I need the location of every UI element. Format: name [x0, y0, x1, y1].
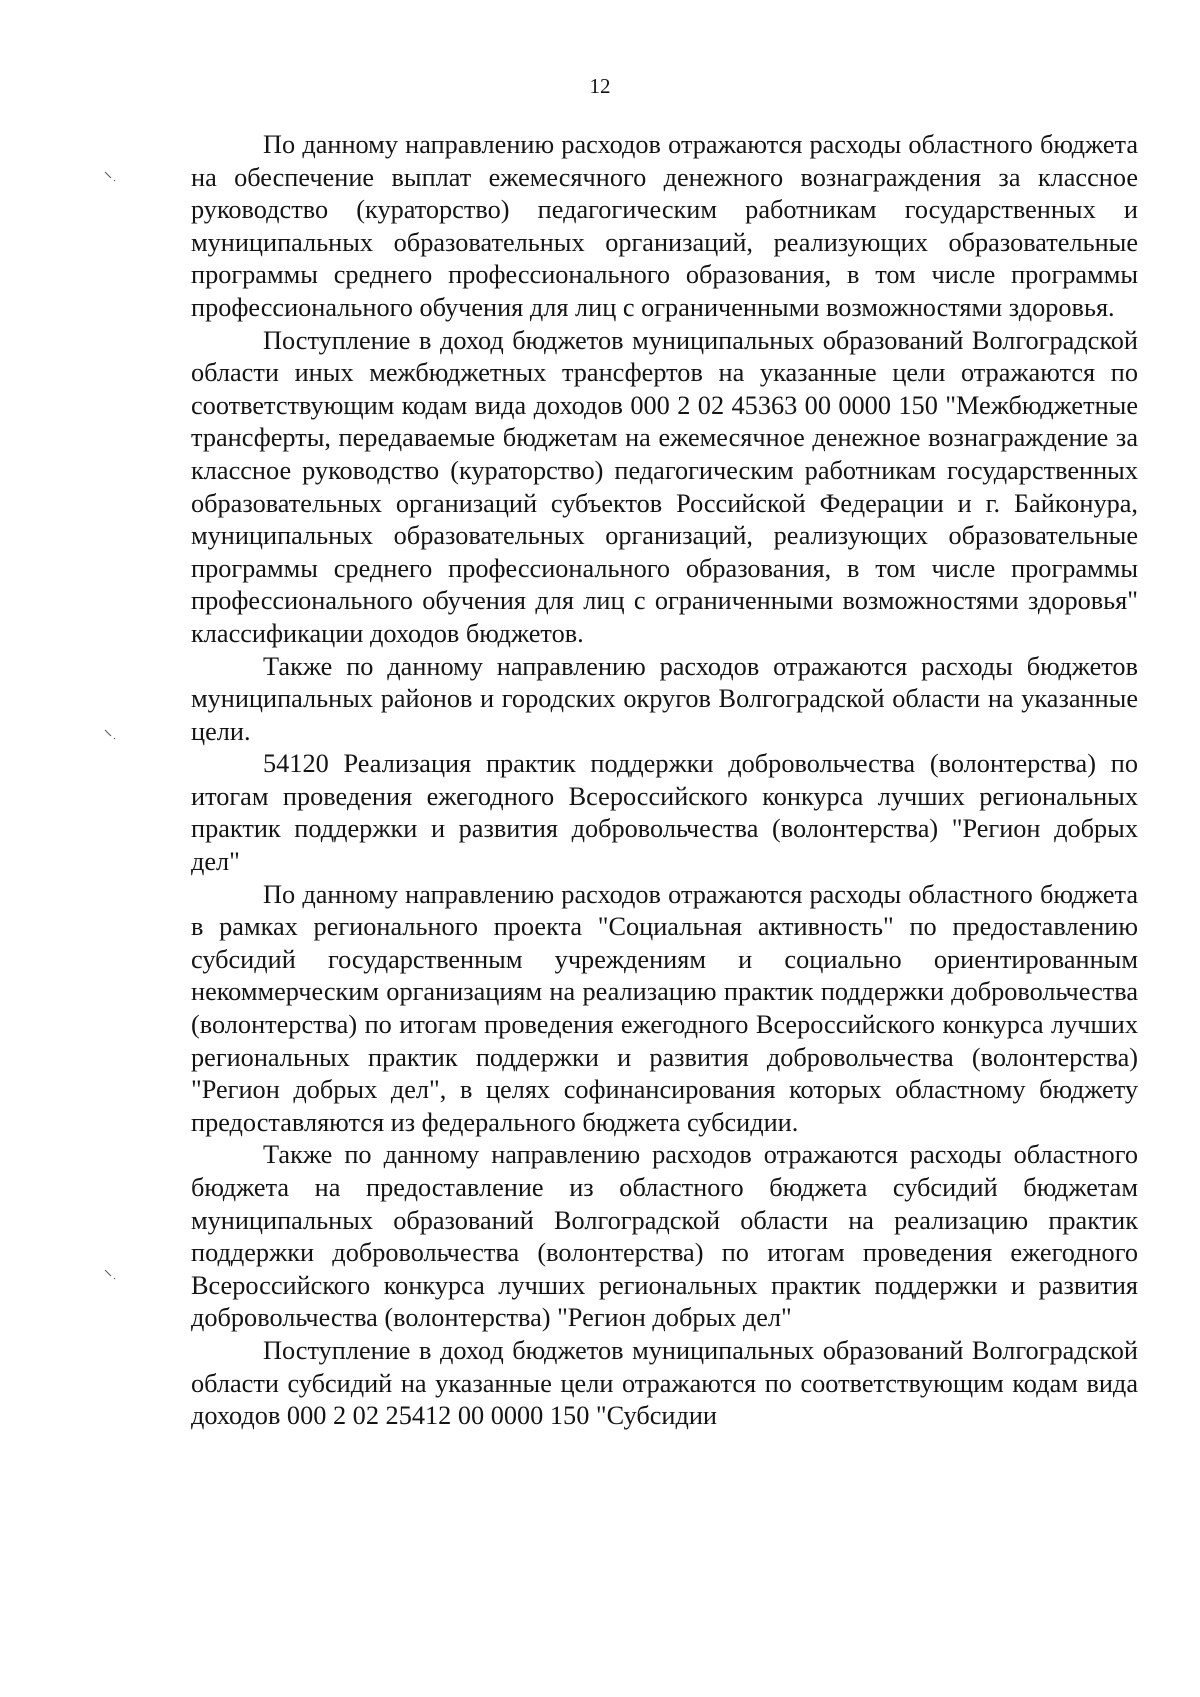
- body-paragraph: Поступление в доход бюджетов муниципальных образований Волгоградской области иных межбюджетных трансфертов на указанные цели отражаются по соответствующим кодам вида доходов 000 2 02 45363 00 0000 150 "Межбюджетные трансферты, передаваемые бюджетам на ежемесячное денежное вознаграждение за классное руководство (кураторство) педагогическим работникам государственных образовательных организаций субъектов Российской Федерации и г. Байконура, муниципальных образовательных организаций, реализующих образовательные программы среднего профессионального образования, в том числе программы профессионального обучения для лиц с ограниченными возможностями здоровья" классификации доходов бюджетов.: [191, 325, 1138, 648]
- section-heading-paragraph: 54120 Реализация практик поддержки добровольчества (волонтерства) по итогам проведения ежегодного Всероссийского конкурса лучших региональных практик поддержки и развития добровольчества (волонтерства) "Регион добрых дел": [191, 749, 1138, 877]
- scan-artifact-mark: [104, 1268, 118, 1282]
- body-paragraph: Поступление в доход бюджетов муниципальных образований Волгоградской области субсидий на указанные цели отражаются по соответствующим кодам вида доходов 000 2 02 25412 00 0000 150 "Субсидии: [191, 1335, 1138, 1431]
- body-paragraph: По данному направлению расходов отражаются расходы областного бюджета на обеспечение выплат ежемесячного денежного вознаграждения за классное руководство (кураторство) педагогическим работникам государственных и муниципальных образовательных организаций, реализующих образовательные программы среднего профессионального образования, в том числе программы профессионального обучения для лиц с ограниченными возможностями здоровья.: [191, 130, 1138, 322]
- body-paragraph: Также по данному направлению расходов отражаются расходы областного бюджета на предоставление из областного бюджета субсидий бюджетам муниципальных образований Волгоградской области на реализацию практик поддержки добровольчества (волонтерства) по итогам проведения ежегодного Всероссийского конкурса лучших региональных практик поддержки и развития добровольчества (волонтерства) "Регион добрых дел": [191, 1140, 1138, 1333]
- scan-artifact-mark: [104, 728, 118, 742]
- body-paragraph: По данному направлению расходов отражаются расходы областного бюджета в рамках регионального проекта "Социальная активность" по предоставлению субсидий государственным учреждениям и социально ориентированным некоммерческим организациям на реализацию практик поддержки добровольчества (волонтерства) по итогам проведения ежегодного Всероссийского конкурса лучших региональных практик поддержки и развития добровольчества (волонтерства) "Регион добрых дел", в целях софинансирования которых областному бюджету предоставляются из федерального бюджета субсидии.: [191, 879, 1138, 1137]
- document-body: [191, 129, 1138, 1433]
- scan-artifact-mark: [104, 170, 118, 184]
- page-number: 12: [589, 74, 611, 98]
- body-paragraph: Также по данному направлению расходов отражаются расходы бюджетов муниципальных районов и городских округов Волгоградской области на указанные цели.: [191, 651, 1138, 746]
